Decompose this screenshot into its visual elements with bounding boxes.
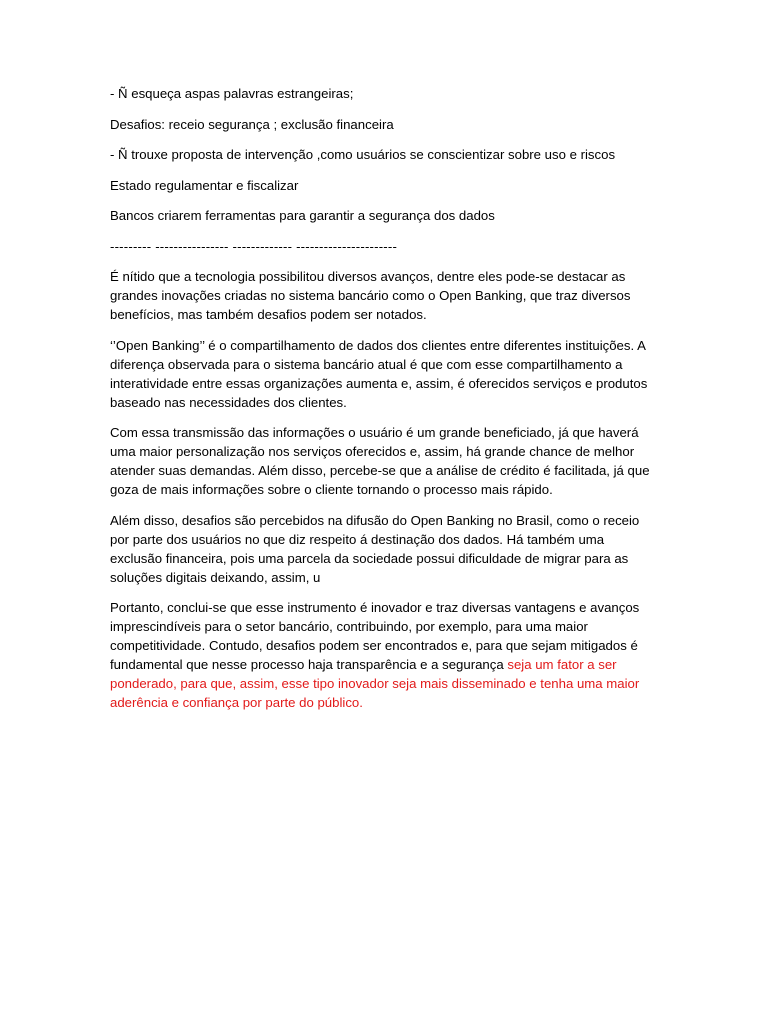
essay-paragraph-1: É nítido que a tecnologia possibilitou diversos avanços, dentre eles pode-se destacar as grandes inovações criadas no sistema bancário como o Open Banking, que traz diversos benefícios, mas também desafios podem ser notados. <box>110 269 631 322</box>
document-body <box>110 84 658 724</box>
note-line-4: Estado regulamentar e fiscalizar <box>110 177 299 193</box>
note-line-3: - Ñ trouxe proposta de intervenção ,como usuários se conscientizar sobre uso e riscos <box>110 147 616 162</box>
essay-paragraph-2: ‘’Open Banking’’ é o compartilhamento de dados dos clientes entre diferentes instituições. A diferença observada para o sistema bancário atual é que com esse compartilhamento a interatividade entre essas organizações aumenta e, assim, é oferecidos serviços e produtos baseado nas necessidades dos clientes. <box>110 337 648 410</box>
note-line-2: Desafios: receio segurança ; exclusão financeira <box>110 116 394 132</box>
note-line-5: Bancos criarem ferramentas para garantir a segurança dos dados <box>110 208 495 223</box>
essay-paragraph-4: Além disso, desafios são percebidos na difusão do Open Banking no Brasil, como o receio por parte dos usuários no que diz respeito á destinação dos dados. Há também uma exclusão financeira, pois uma parcela da sociedade possui dificuldade de migrar para as soluções digitais deixando, assim, u <box>110 512 640 585</box>
conclusion-text: Portanto, conclui-se que esse instrumento é inovador e traz diversas vantagens e avanços imprescindíveis para o setor bancário, contribuindo, por exemplo, para uma maior competitividade. Contudo, desafios podem ser encontrados e, para que sejam mitigados é fundamental que nesse processo haja transparência e a segurança <box>110 600 640 672</box>
essay-paragraph-3: Com essa transmissão das informações o usuário é um grande beneficiado, já que haverá uma maior personalização nos serviços oferecidos e, assim, há grande chance de melhor atender suas demandas. Além disso, percebe-se que a análise de crédito é facilitada, já que goza de mais informações sobre o cliente tornando o processo mais rápido. <box>110 425 650 497</box>
note-line-1: - Ñ esqueça aspas palavras estrangeiras; <box>110 86 354 101</box>
section-divider: --------- ---------------- ------------- ---------------------- <box>110 238 398 254</box>
highlighted-conclusion-text: seja um fator a ser ponderado, para que, assim, esse tipo inovador seja mais disseminado e tenha uma maior aderência e confiança por parte do público. <box>110 657 640 710</box>
essay-paragraph-5 <box>110 598 658 712</box>
